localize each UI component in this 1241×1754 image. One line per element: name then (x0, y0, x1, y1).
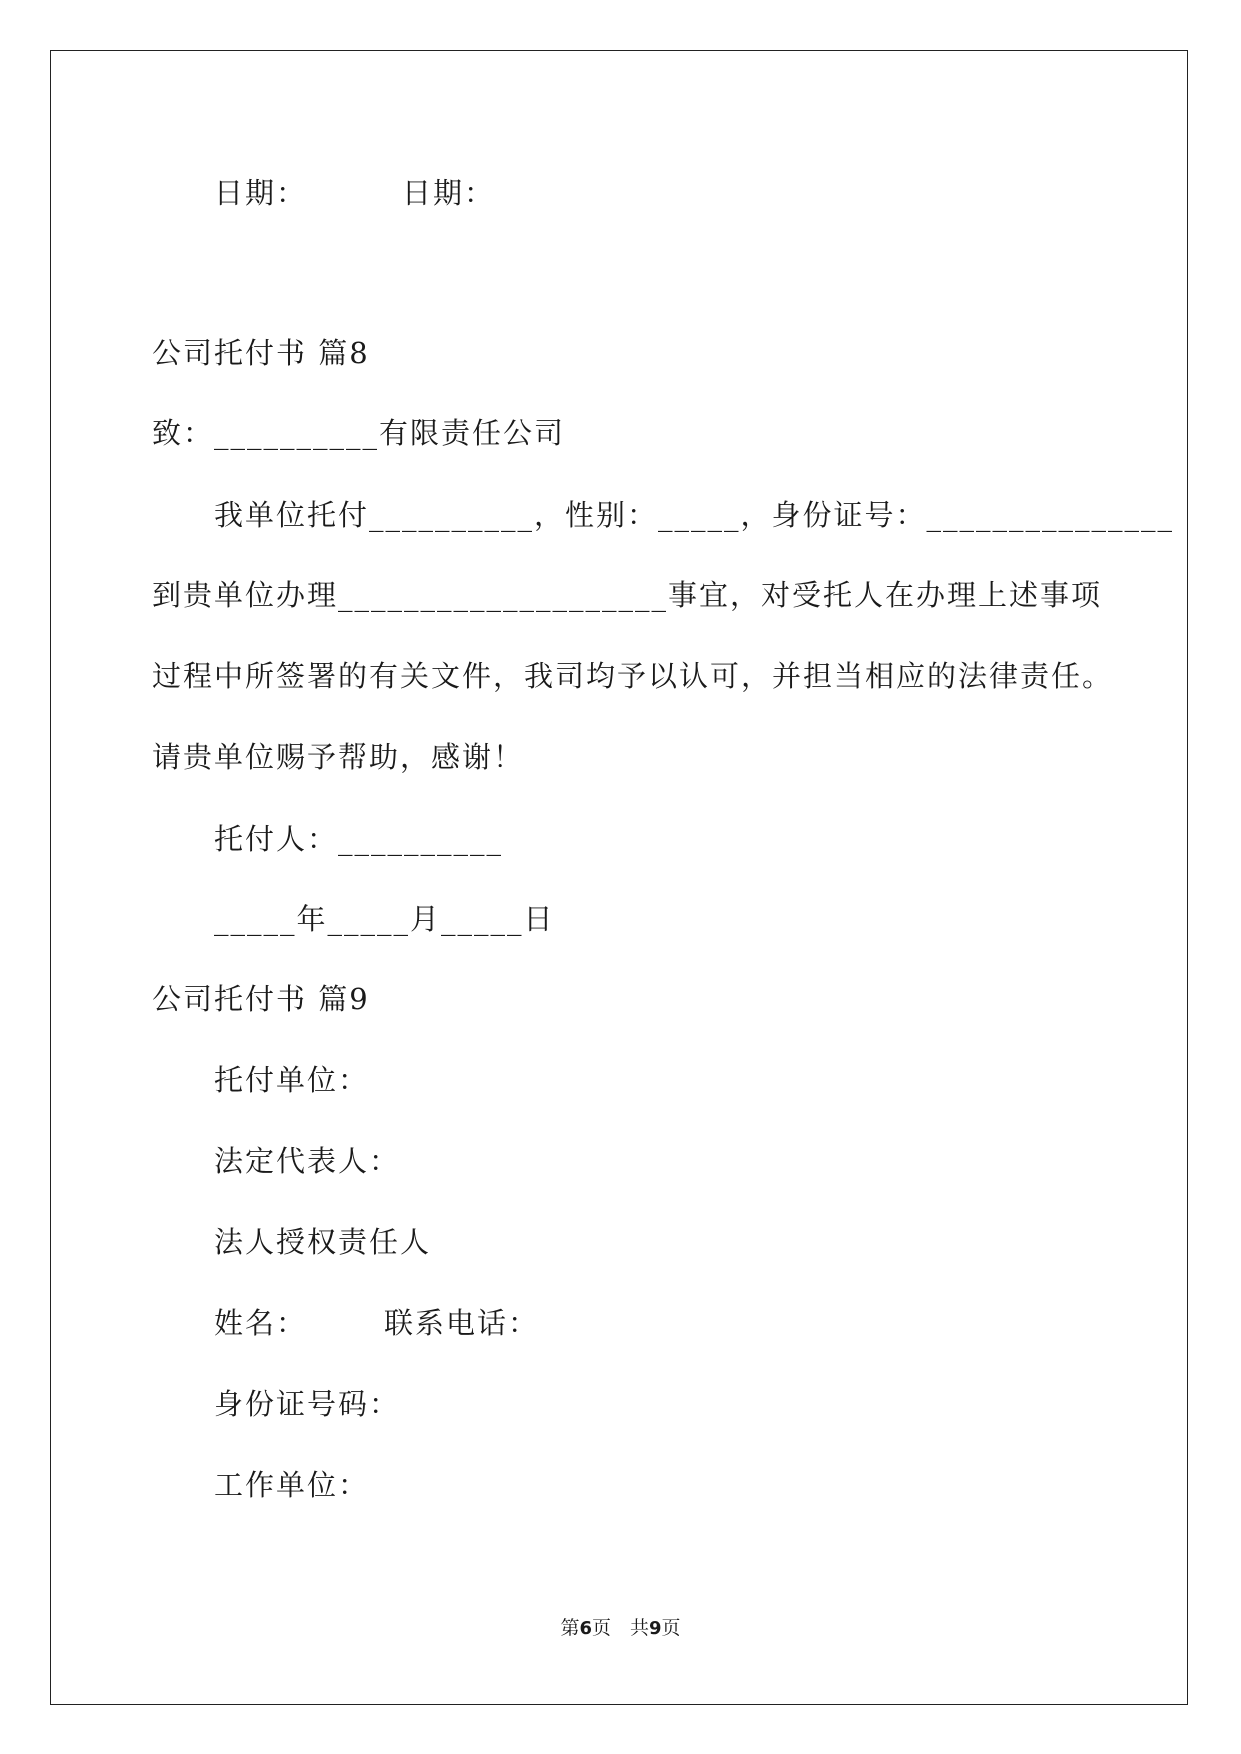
page-border (50, 50, 1188, 1705)
date-label-left: 日期： (214, 176, 308, 210)
signer-line: 托付人：__________ (214, 822, 504, 856)
date-blank-line: _____年_____月_____日 (214, 902, 555, 936)
date-label-right: 日期： (402, 176, 496, 210)
section-heading-8: 公司托付书 篇8 (152, 336, 370, 370)
body-line-3: 过程中所签署的有关文件，我司均予以认可，并担当相应的法律责任。 (152, 659, 1114, 693)
addressee-line: 致：__________有限责任公司 (152, 416, 566, 450)
page-footer (0, 1613, 1241, 1640)
footer-mid: 页 共 (591, 1617, 649, 1639)
footer-prefix: 第 (560, 1617, 580, 1639)
field-id-number: 身份证号码： (214, 1387, 401, 1421)
field-authorized-person: 法人授权责任人 (214, 1225, 432, 1259)
footer-total-pages: 9 (649, 1618, 662, 1639)
field-entrusting-unit: 托付单位： (214, 1063, 370, 1097)
field-legal-rep: 法定代表人： (214, 1144, 401, 1178)
body-line-4: 请贵单位赐予帮助，感谢！ (152, 740, 525, 774)
field-phone: 联系电话： (384, 1306, 540, 1340)
body-line-1: 我单位托付__________，性别：_____，身份证号：_______________ (214, 498, 1175, 532)
section-heading-9: 公司托付书 篇9 (152, 982, 370, 1016)
field-work-unit: 工作单位： (214, 1468, 370, 1502)
field-name: 姓名： (214, 1306, 308, 1340)
body-line-2: 到贵单位办理____________________事宜，对受托人在办理上述事项 (152, 578, 1103, 612)
footer-suffix: 页 (661, 1617, 681, 1639)
footer-page-number: 6 (579, 1618, 592, 1639)
